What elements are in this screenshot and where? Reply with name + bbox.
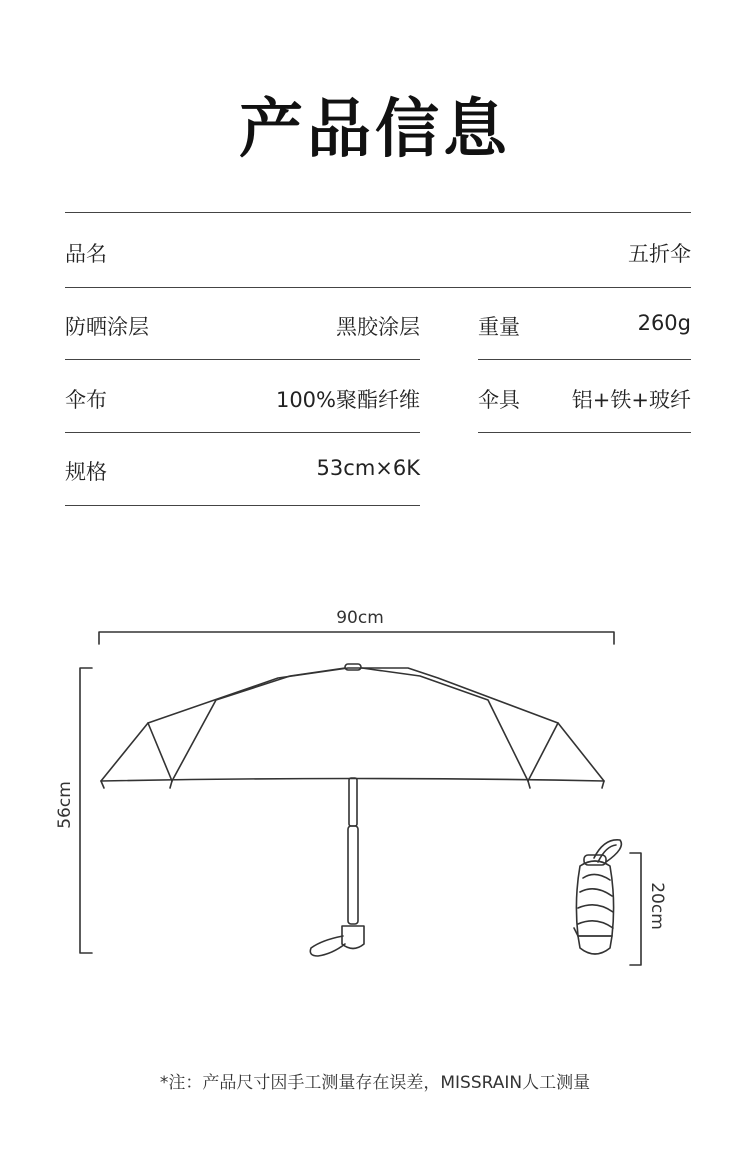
folded-dimension-line: [630, 853, 641, 965]
divider: [65, 212, 691, 213]
fabric-value: 100%聚酯纤维: [275, 388, 420, 412]
divider: [65, 287, 691, 288]
coating-label: 防晒涂层: [65, 315, 149, 339]
frame-label: 伞具: [478, 388, 520, 412]
width-dimension-line: [99, 632, 614, 644]
umbrella-dimension-diagram: [0, 590, 750, 990]
fabric-label: 伞布: [65, 388, 107, 412]
measurement-note: *注：产品尺寸因手工测量存在误差，MISSRAIN人工测量: [159, 1073, 591, 1093]
open-umbrella-icon: [101, 664, 604, 956]
divider: [65, 432, 420, 433]
size-value: 53cm×6K: [316, 456, 420, 480]
coating-value: 黑胶涂层: [336, 315, 420, 339]
folded-dimension-label: 20cm: [647, 882, 667, 930]
width-dimension-label: 90cm: [336, 608, 384, 628]
folded-umbrella-icon: [574, 840, 621, 954]
frame-value: 铝+铁+玻纤: [571, 388, 691, 412]
divider: [478, 359, 691, 360]
divider: [65, 505, 420, 506]
weight-value: 260g: [637, 311, 691, 335]
divider: [478, 432, 691, 433]
divider: [65, 359, 420, 360]
page-title: 产品信息: [239, 93, 511, 167]
weight-label: 重量: [478, 315, 520, 339]
product-name-value: 五折伞: [628, 242, 691, 266]
product-name-label: 品名: [65, 242, 107, 266]
height-dimension-label: 56cm: [55, 781, 75, 829]
height-dimension-line: [80, 668, 92, 953]
size-label: 规格: [65, 460, 107, 484]
